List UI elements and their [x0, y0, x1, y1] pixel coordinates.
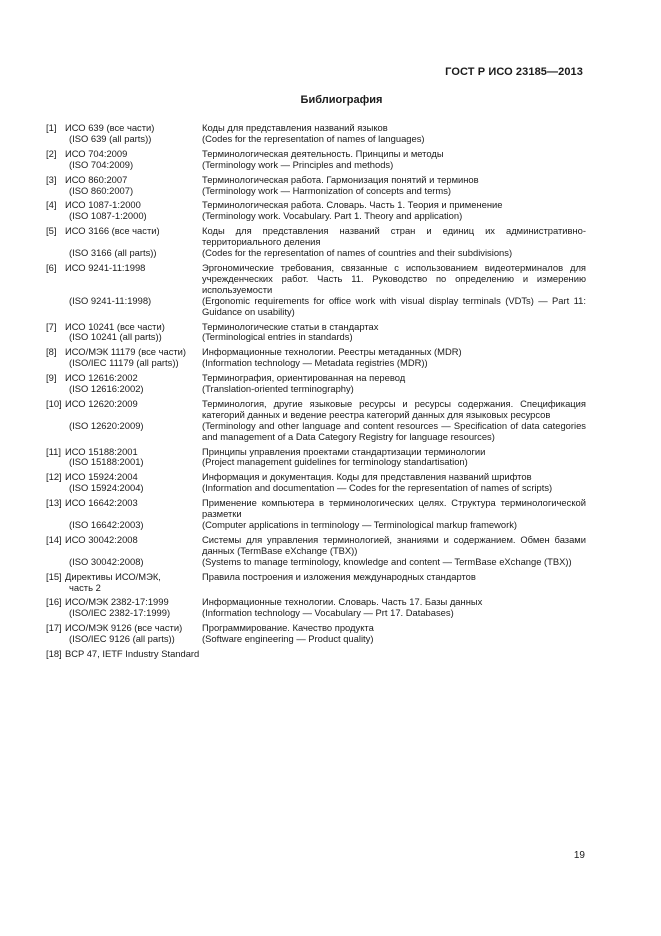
reference-standard: [65, 175, 202, 197]
standard-line: Директивы ИСО/МЭК,: [65, 570, 161, 582]
description-line: Терминография, ориентированная на перевод: [202, 372, 406, 384]
description-line: Программирование. Качество продукта: [202, 622, 374, 634]
reference-number: [11]: [46, 445, 61, 457]
reference-entry: [46, 447, 586, 469]
reference-standard: [65, 623, 202, 645]
reference-entry: [46, 649, 586, 660]
reference-standard: [65, 123, 202, 145]
reference-description: [202, 263, 586, 318]
description-line: (Translation-oriented terminography): [202, 383, 354, 395]
standard-line: ИСО 704:2009: [65, 147, 128, 159]
reference-description: [202, 373, 586, 395]
reference-entry: [46, 322, 586, 344]
description-line: Принципы управления проектами стандартизации терминологии: [202, 445, 486, 457]
description-line: (Terminology work. Vocabulary. Part 1. Theory and application): [202, 210, 463, 222]
description-line: Правила построения и изложения международных стандартов: [202, 570, 476, 582]
standard-line: ИСО 15924:2004: [65, 471, 138, 483]
reference-description: [202, 200, 586, 222]
standard-line: ИСО 10241 (все части): [65, 320, 165, 332]
reference-description: [202, 472, 586, 494]
reference-entry: [46, 498, 586, 531]
reference-standard: [65, 263, 202, 318]
standard-line: (ISO 3166 (all parts)): [69, 247, 157, 259]
standard-line: ИСО 12620:2009: [65, 397, 138, 409]
reference-standard: [65, 597, 202, 619]
description-line: (Terminology work — Harmonization of concepts and terms): [202, 184, 452, 196]
reference-standard: [65, 472, 202, 494]
reference-entry: [46, 535, 586, 568]
standard-line: (ISO 16642:2003): [69, 519, 144, 530]
reference-standard: [65, 373, 202, 395]
description-line: (Terminology work — Principles and methods): [202, 158, 394, 170]
reference-entry: [46, 623, 586, 645]
description-line: Терминология, другие языковые ресурсы и ресурсы содержания. Спецификация категорий данных и ведение реестра категорий данных для языковых ресурсов: [202, 397, 586, 420]
standard-header: ГОСТ Р ИСО 23185—2013: [445, 66, 583, 78]
standard-line: (ISO 12620:2009): [69, 419, 144, 431]
standard-line: ИСО 30042:2008: [65, 533, 138, 545]
reference-description: [202, 123, 586, 145]
reference-number: [6]: [46, 261, 57, 273]
standard-line: ИСО 16642:2003: [65, 497, 138, 509]
description-line: (Software engineering — Product quality): [202, 633, 374, 645]
reference-standard: [65, 447, 202, 469]
standard-line: [65, 274, 202, 285]
page-number: 19: [573, 850, 585, 861]
reference-number: [13]: [46, 497, 62, 509]
reference-number: [15]: [46, 570, 62, 582]
description-line: Системы для управления терминологией, знаниями и содержанием. Обмен базами данных (TermBase eXchange (TBX)): [202, 533, 586, 556]
reference-standard: [65, 200, 202, 222]
standard-line: (ISO 1087-1:2000): [69, 210, 147, 222]
reference-number: [2]: [46, 147, 57, 159]
reference-description: [202, 623, 586, 645]
standard-line: (ISO/IEC 9126 (all parts)): [69, 633, 175, 645]
reference-standard: [65, 322, 202, 344]
description-line: Применение компьютера в терминологических целях. Структура терминологической разметки: [202, 497, 586, 520]
description-line: Информация и документация. Коды для представления названий шрифтов: [202, 471, 532, 483]
reference-description: [202, 498, 586, 531]
reference-standard: [65, 572, 202, 594]
description-line: (Systems to manage terminology, knowledge and content — TermBase eXchange (TBX)): [202, 555, 572, 567]
standard-line: (ISO/IEC 2382-17:1999): [69, 607, 171, 619]
reference-number: [9]: [46, 372, 57, 384]
standard-line: ИСО/МЭК 2382-17:1999: [65, 596, 169, 608]
reference-entry: [46, 373, 586, 395]
standard-line: (ISO 12616:2002): [69, 383, 144, 395]
reference-entry: [46, 572, 586, 594]
reference-entry: [46, 347, 586, 369]
reference-description: [202, 447, 586, 469]
reference-entry: [46, 472, 586, 494]
standard-line: (ISO 704:2009): [69, 158, 134, 170]
page-title: Библиография: [300, 94, 383, 106]
reference-number: [14]: [46, 533, 62, 545]
description-line: Терминологическая работа. Гармонизация понятий и терминов: [202, 173, 479, 185]
reference-description: [202, 535, 586, 568]
description-line: (Codes for the representation of names of languages): [202, 132, 425, 144]
standard-line: ИСО/МЭК 11179 (все части): [65, 346, 187, 358]
reference-entry: [46, 175, 586, 197]
reference-entry: [46, 399, 586, 443]
standard-line: ИСО 12616:2002: [65, 372, 138, 384]
description-line: (Terminological entries in standards): [202, 331, 353, 343]
reference-standard: [65, 149, 202, 171]
description-line: Коды для представления названий языков: [202, 122, 388, 133]
standard-line: ИСО 860:2007: [65, 173, 128, 185]
reference-number: [18]: [46, 648, 62, 660]
reference-description: [202, 347, 586, 369]
standard-line: (ISO/IEC 11179 (all parts)): [69, 357, 179, 369]
description-line: Информационные технологии. Реестры метаданных (MDR): [202, 346, 462, 358]
standard-line: (ISO 860:2007): [69, 184, 134, 196]
standard-line: (ISO 30042:2008): [69, 555, 144, 567]
standard-line: (ISO 9241-11:1998): [69, 294, 152, 306]
description-line: (Information and documentation — Codes for the representation of names of scripts): [202, 482, 553, 494]
standard-line: ИСО 15188:2001: [65, 445, 138, 457]
reference-entry: [46, 597, 586, 619]
reference-standard: [65, 498, 202, 531]
description-line: (Information technology — Metadata registries (MDR)): [202, 357, 428, 369]
reference-number: [1]: [46, 122, 57, 133]
standard-line: часть 2: [69, 581, 101, 593]
standard-line: (ISO 10241 (all parts)): [69, 331, 162, 343]
reference-number: [4]: [46, 199, 57, 211]
reference-description: [202, 399, 586, 443]
description-line: Эргономические требования, связанные с использованием видеотерминалов для учрежденческих работ. Часть 11. Руководство по определению и измерению используемости: [202, 261, 586, 295]
reference-description: [202, 649, 586, 660]
reference-number: [5]: [46, 225, 57, 237]
reference-entry: [46, 200, 586, 222]
description-line: (Project management guidelines for terminology standartisation): [202, 456, 468, 468]
bibliography-list: [46, 123, 586, 664]
reference-entry: [46, 123, 586, 145]
reference-number: [16]: [46, 596, 62, 608]
reference-description: [202, 322, 586, 344]
standard-line: ИСО 639 (все части): [65, 122, 155, 133]
reference-description: [202, 175, 586, 197]
description-line: Терминологическая работа. Словарь. Часть 1. Теория и применение: [202, 199, 503, 211]
description-line: Терминологические статьи в стандартах: [202, 320, 379, 332]
reference-description: [202, 572, 586, 594]
standard-line: (ISO 639 (all parts)): [69, 132, 152, 144]
standard-line: (ISO 15924:2004): [69, 482, 144, 494]
reference-number: [7]: [46, 320, 57, 332]
reference-standard: [65, 347, 202, 369]
reference-number: [8]: [46, 346, 57, 358]
description-line: (Ergonomic requirements for office work with visual display terminals (VDTs) — Part 11: Guidance on usability): [202, 294, 586, 317]
reference-standard: [65, 649, 202, 660]
reference-description: [202, 226, 586, 259]
description-line: Терминологическая деятельность. Принципы и методы: [202, 147, 444, 159]
reference-standard: [65, 226, 202, 259]
reference-number: [17]: [46, 622, 62, 634]
reference-entry: [46, 149, 586, 171]
reference-standard: [65, 399, 202, 443]
description-line: (Codes for the representation of names of countries and their subdivisions): [202, 247, 513, 259]
description-line: Информационные технологии. Словарь. Часть 17. Базы данных: [202, 596, 483, 608]
standard-line: ИСО/МЭК 9126 (все части): [65, 622, 183, 634]
reference-description: [202, 597, 586, 619]
reference-standard: [65, 535, 202, 568]
description-line: (Computer applications in terminology — Terminological markup framework): [202, 519, 518, 530]
standard-line: ИСО 1087-1:2000: [65, 199, 141, 211]
reference-description: [202, 149, 586, 171]
description-line: (Information technology — Vocabulary — Prt 17. Databases): [202, 607, 454, 619]
standard-line: ИСО 3166 (все части): [65, 225, 160, 237]
standard-line: ИСО 9241-11:1998: [65, 261, 146, 273]
standard-line: BCP 47, IETF Industry Standard: [65, 648, 200, 660]
standard-line: (ISO 15188:2001): [69, 456, 144, 468]
reference-number: [10]: [46, 397, 62, 409]
description-line: Коды для представления названий стран и единиц их административно-территориального деления: [202, 225, 586, 248]
reference-entry: [46, 226, 586, 259]
reference-entry: [46, 263, 586, 318]
reference-number: [3]: [46, 173, 57, 185]
description-line: (Terminology and other language and content resources — Specification of data categories and management of a Data Category Registry for language resources): [202, 419, 586, 442]
reference-number: [12]: [46, 471, 62, 483]
